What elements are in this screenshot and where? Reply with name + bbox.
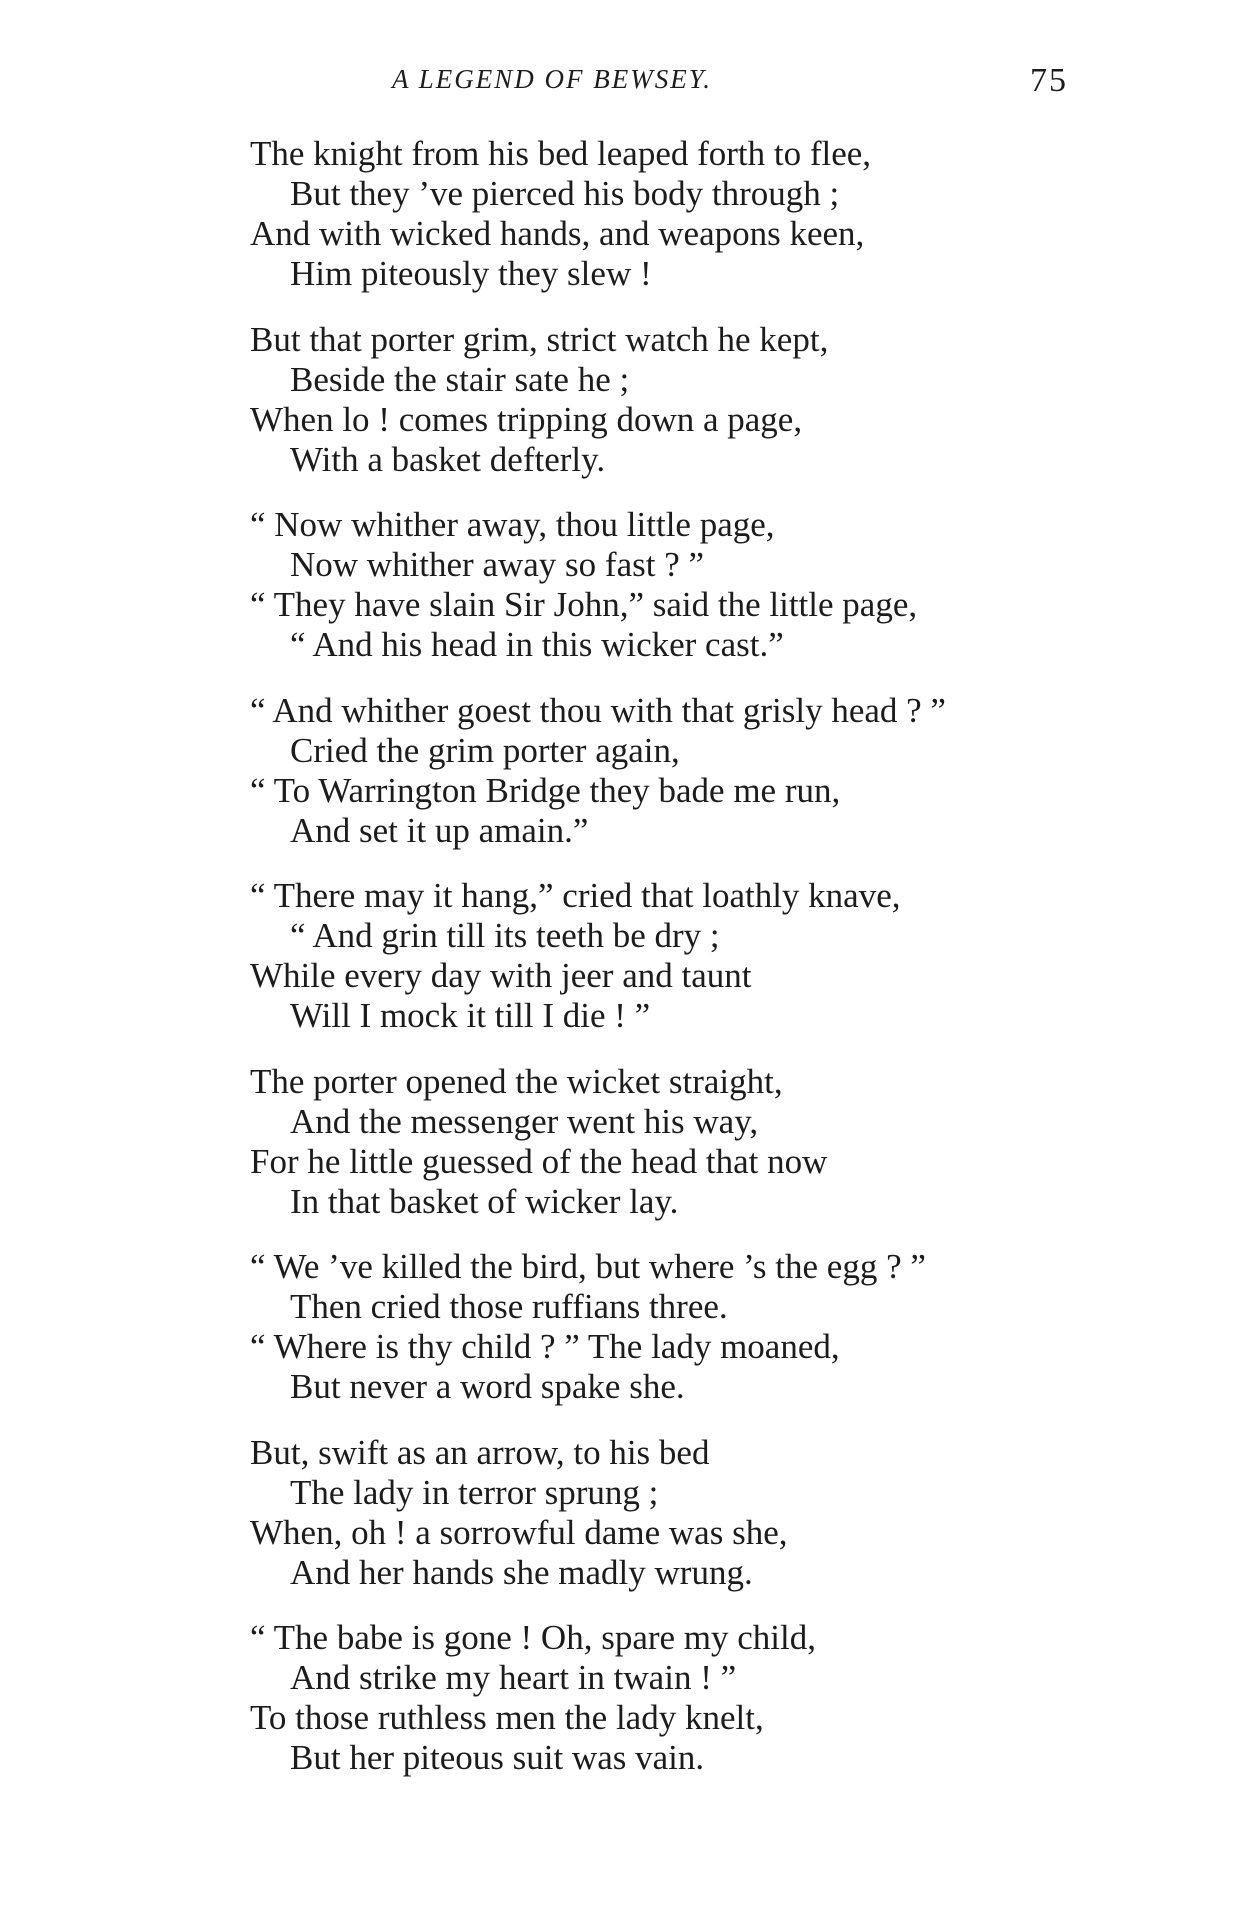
stanza-1 — [250, 134, 1150, 294]
stanza-9 — [250, 1618, 1150, 1778]
verse-line: With a basket defterly. — [290, 439, 606, 479]
verse-line: “ They have slain Sir John,” said the little page, — [250, 585, 918, 624]
verse-line: While every day with jeer and taunt — [250, 956, 752, 995]
verse-line: But never a word spake she. — [290, 1367, 685, 1406]
verse-line: The lady in terror sprung ; — [290, 1472, 659, 1512]
verse-line: And her hands she madly wrung. — [290, 1552, 753, 1592]
stanza-7 — [250, 1247, 1150, 1407]
stanza-3 — [250, 505, 1150, 665]
verse-line: The porter opened the wicket straight, — [250, 1061, 783, 1101]
verse-line: And with wicked hands, and weapons keen, — [250, 214, 865, 253]
verse-line: But that porter grim, strict watch he kept, — [250, 319, 829, 359]
verse-line: In that basket of wicker lay. — [290, 1181, 679, 1221]
verse-line: “ We ’ve killed the bird, but where ’s the egg ? ” — [250, 1247, 926, 1286]
verse-line: And set it up amain.” — [290, 810, 589, 850]
stanza-6 — [250, 1062, 1150, 1222]
stanza-4 — [250, 691, 1150, 851]
verse-line: Him piteously they slew ! — [290, 254, 652, 293]
verse-line: And strike my heart in twain ! ” — [290, 1658, 737, 1697]
poem-body — [250, 134, 1150, 1804]
stanza-8 — [250, 1433, 1150, 1593]
verse-line: But her piteous suit was vain. — [290, 1738, 705, 1777]
running-head — [0, 62, 1251, 102]
verse-line: When lo ! comes tripping down a page, — [250, 399, 803, 439]
verse-line: Will I mock it till I die ! ” — [290, 996, 651, 1035]
verse-line: Cried the grim porter again, — [290, 730, 680, 770]
stanza-2 — [250, 320, 1150, 480]
running-title: A LEGEND OF BEWSEY. — [392, 64, 713, 94]
verse-line: “ And whither goest thou with that grisly head ? ” — [250, 690, 946, 730]
verse-line: “ To Warrington Bridge they bade me run, — [250, 770, 841, 810]
verse-line: And the messenger went his way, — [290, 1101, 759, 1141]
verse-line: “ And grin till its teeth be dry ; — [290, 916, 720, 955]
verse-line: To those ruthless men the lady knelt, — [250, 1698, 764, 1737]
verse-line: The knight from his bed leaped forth to flee, — [250, 134, 872, 173]
verse-line: For he little guessed of the head that now — [250, 1141, 828, 1181]
verse-line: But, swift as an arrow, to his bed — [250, 1432, 710, 1472]
verse-line: When, oh ! a sorrowful dame was she, — [250, 1512, 788, 1552]
verse-line: Now whither away so fast ? ” — [290, 545, 705, 584]
verse-line: Then cried those ruffians three. — [290, 1287, 728, 1326]
verse-line: Beside the stair sate he ; — [290, 359, 630, 399]
verse-line: “ Now whither away, thou little page, — [250, 505, 775, 544]
verse-line: “ And his head in this wicker cast.” — [290, 625, 784, 664]
verse-line: “ The babe is gone ! Oh, spare my child, — [250, 1618, 816, 1657]
stanza-5 — [250, 876, 1150, 1036]
verse-line: “ There may it hang,” cried that loathly knave, — [250, 876, 901, 915]
verse-line: But they ’ve pierced his body through ; — [290, 174, 840, 213]
page-number: 75 — [1030, 62, 1068, 99]
verse-line: “ Where is thy child ? ” The lady moaned, — [250, 1327, 840, 1366]
